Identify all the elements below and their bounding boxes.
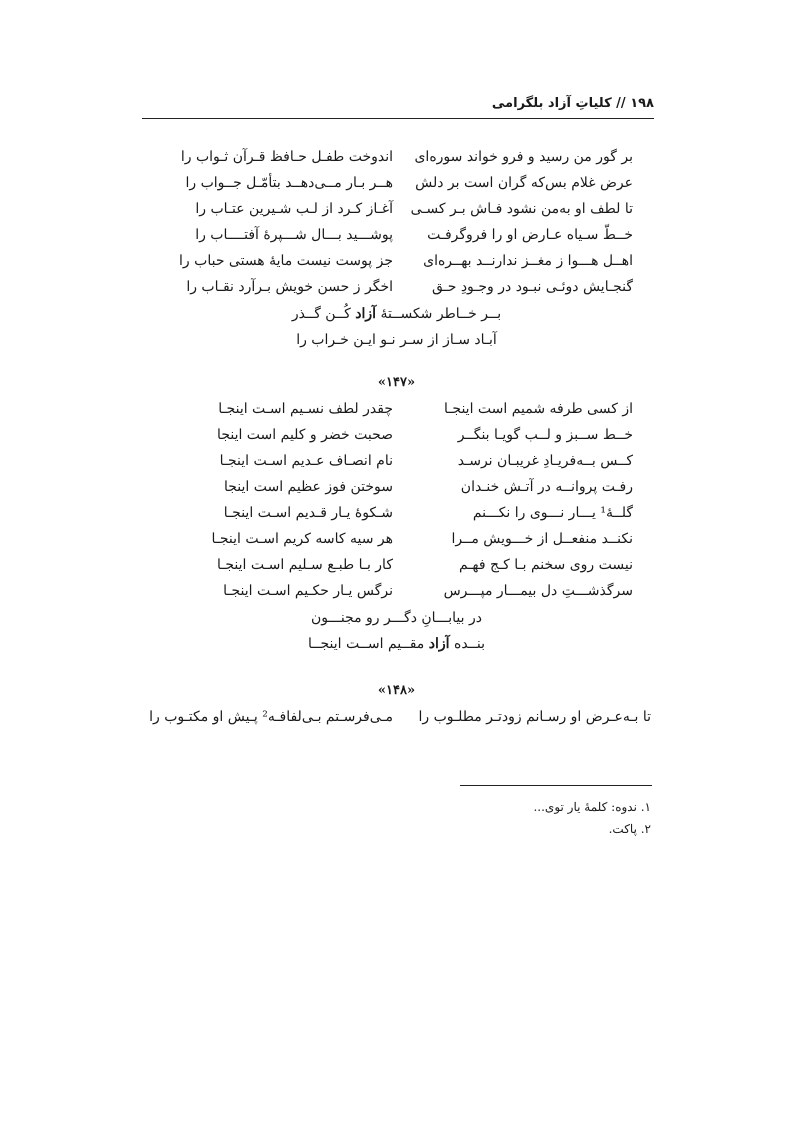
closing-line: بنــده آزاد مقــیم اســت اینجــا: [307, 636, 485, 652]
hemistich-right: سرگذشـــتِ دل بیمـــار مپـــرس: [443, 583, 633, 599]
hemistich-left: هــر بـار مــی‌دهــد بتأمّـل جــواب را: [185, 175, 393, 191]
poem-number: «۱۴۸»: [377, 683, 416, 698]
hemistich-left: نرگس یـار حکـیم اسـت اینجـا: [223, 583, 393, 599]
poet-name: آزاد: [428, 636, 450, 652]
footnote-1: ۱. ندوه: کلمهٔ یار توی...: [533, 800, 651, 814]
hemistich-right: نکنــد منفعــل از خـــویش مــرا: [451, 531, 633, 547]
hemistich-left: پوشـــید بـــال شـــپرهٔ آفتــــاب را: [195, 227, 393, 243]
hemistich-left: مـی‌فرسـتم بـی‌لفافـه² پـیش او مکتـوب را: [149, 709, 393, 725]
hemistich-right: خــطّ سـیاه عـارض او را فروگرفـت: [427, 227, 633, 243]
hemistich-left: جز پوست نیست مایهٔ هستی حباب را: [179, 253, 393, 269]
hemistich-right: کــس بــه‌فریـادِ غریبـان نرسـد: [457, 453, 633, 469]
hemistich-right: نیست روی سخنم بـا کـج فهـم: [458, 557, 633, 573]
hemistich-right: خــط ســبز و لــب گویـا بنگــر: [457, 427, 633, 443]
hemistich-left: کار بـا طبـع سـلیم اسـت اینجـا: [216, 557, 393, 573]
closing-line: آبـاد سـاز از سـر نـو ایـن خـراب را: [296, 332, 497, 348]
hemistich-left: اخگر ز حسن خویش بـرآرد نقـاب را: [186, 279, 393, 295]
hemistich-right: گلــهٔ¹ یـــار نـــوی را نکـــنم: [472, 505, 633, 521]
hemistich-right: تا بـه‌عـرض او رسـانم زودتـر مطلـوب را: [418, 709, 651, 725]
poem-number: «۱۴۷»: [377, 375, 416, 390]
hemistich-left: نام انصـاف عـدیم اسـت اینجـا: [219, 453, 393, 469]
hemistich-right: عرض غلام بس‌که گران است بر دلش: [415, 175, 633, 191]
hemistich-left: اندوخت طفـل حـافظ قـرآن ثـواب را: [180, 149, 393, 165]
hemistich-right: رفـت پروانــه در آتـش خنـدان: [460, 479, 633, 495]
hemistich-right: از کسی طرفه شمیم است اینجـا: [444, 401, 633, 417]
closing-line: در بیابـــانِ دگـــر رو مجنـــون: [311, 610, 482, 626]
hemistich-right: تا لطف او به‌من نشود فـاش بـر کسـی: [410, 201, 633, 217]
closing-line: بــر خــاطر شکســتهٔ آزاد کُــن گــذر: [291, 306, 502, 322]
footnote-2: ۲. پاکت.: [608, 822, 651, 836]
hemistich-left: چقدر لطف نسـیم اسـت اینجـا: [218, 401, 393, 417]
hemistich-right: گنجـایش دوئـی نبـود در وجـودِ حـق: [431, 279, 633, 295]
hemistich-right: اهــل هـــوا ز مغــز ندارنــد بهــره‌ای: [423, 253, 633, 269]
footnote-divider: [460, 785, 652, 786]
hemistich-left: آغـاز کـرد از لـب شـیرین عتـاب را: [195, 201, 393, 217]
page-header: [142, 96, 654, 119]
poet-name: آزاد: [355, 306, 377, 322]
hemistich-left: سوختن فوز عظیم است اینجا: [223, 479, 393, 495]
hemistich-left: صحبت خضر و کلیم است اینجا: [217, 427, 393, 443]
hemistich-left: شـکوهٔ یـار قـدیم اسـت اینجـا: [223, 505, 393, 521]
hemistich-left: هر سیه کاسه کریم اسـت اینجـا: [211, 531, 393, 547]
running-head: ۱۹۸ // کلیاتِ آزاد بلگرامی: [491, 96, 654, 111]
hemistich-right: بر گور من رسید و فرو خواند سوره‌ای: [414, 149, 633, 165]
